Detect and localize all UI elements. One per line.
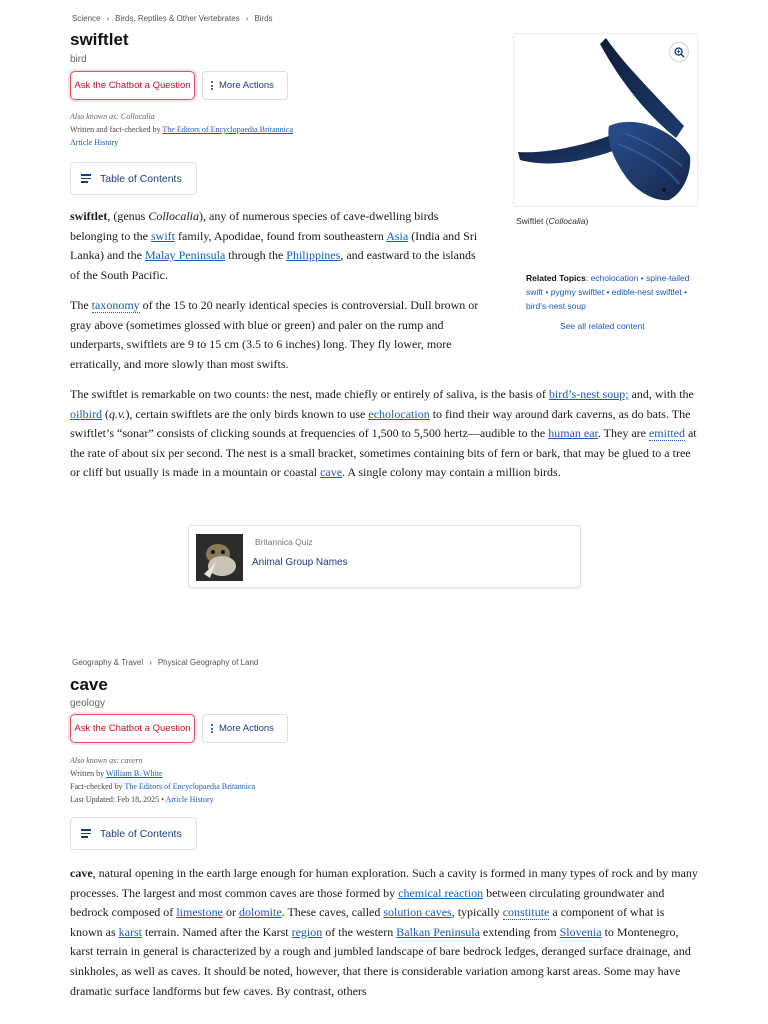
table-of-contents-button[interactable] [70, 817, 197, 850]
kebab-icon [211, 724, 213, 733]
kebab-icon [211, 81, 213, 90]
swiftlet-image[interactable] [513, 33, 698, 207]
breadcrumb [72, 658, 258, 667]
written-by: Written by William B. White [70, 769, 163, 778]
article-paragraph-3: The swiftlet is remarkable on two counts: the nest, made chiefly or entirely of saliva, is the basis of bird’s-nest soup; and, with the oilbird (q.v.), certain swiftlets are the only birds known to use echolocation to find their way around dark caverns, as do bats. The swiftlet’s “sonar” consists of clicking sounds at frequencies of 1,500 to 5,500 hertz—audible to the human ear. They are emitted at the rate of about six per second. The nest is a small bracket, sometimes containing bits of fern or bark, that may be glued to a tree or cliff but usually is made in a mountain or coastal cave. A single colony may contain a million birds. [70, 387, 697, 480]
breadcrumb-item-geography[interactable]: Geography & Travel [72, 658, 144, 667]
ask-chatbot-button[interactable]: Ask the Chatbot a Question [70, 714, 195, 743]
list-icon [81, 829, 91, 838]
toc-label: Table of Contents [100, 827, 182, 840]
link-balkan-peninsula[interactable]: Balkan Peninsula [396, 924, 480, 939]
breadcrumb-item-physical-geography[interactable]: Physical Geography of Land [157, 658, 259, 667]
page-subtitle: geology [70, 698, 106, 709]
chevron-right-icon: › [149, 658, 152, 667]
quiz-label: Britannica Quiz [255, 537, 313, 547]
also-known-as: Also known as: Collocalia [70, 112, 155, 121]
link-chemical-reaction[interactable]: chemical reaction [398, 885, 484, 900]
also-known-as: Also known as: cavern [70, 756, 143, 765]
link-swift[interactable]: swift [151, 228, 175, 243]
link-cave[interactable]: cave [320, 465, 343, 480]
toc-label: Table of Contents [100, 172, 182, 185]
author-link[interactable]: The Editors of Encyclopaedia Britannica [162, 125, 293, 134]
link-philippines[interactable]: Philippines [286, 248, 341, 263]
related-topic-link[interactable]: bird’s-nest soup [526, 301, 586, 311]
chevron-right-icon: › [106, 14, 110, 23]
article-history-link[interactable]: Article History [165, 795, 214, 804]
fact-checker-link[interactable]: The Editors of Encyclopaedia Britannica [124, 782, 256, 791]
article-paragraph-1: cave, natural opening in the earth large enough for human exploration. Such a cavity is formed in many types of rock and by many processes. The largest and most common caves are those formed by chemical reaction between circulating groundwater and bedrock composed of limestone or dolomite. These caves, called solution caves, typically constitute a component of what is known as karst terrain. Named after the Karst region of the western Balkan Peninsula extending from Slovenia to Montenegro, karst terrain in general is characterized by a rough and jumbled landscape of bare bedrock ledges, deranged surface drainage, and sinkholes, as well as caves. It should be noted, however, that there is considerable variation among karst areas. Some may have dramatic surface landforms but few caves. By contrast, others [70, 866, 698, 998]
list-icon [81, 174, 91, 183]
page-title: swiftlet [70, 30, 129, 49]
magnify-icon[interactable] [669, 42, 689, 62]
link-slovenia[interactable]: Slovenia [559, 924, 602, 939]
link-human-ear[interactable]: human ear [548, 426, 598, 441]
link-asia[interactable]: Asia [386, 228, 409, 243]
breadcrumb-item-science[interactable]: Science [72, 14, 101, 23]
author-link[interactable]: William B. White [105, 769, 163, 778]
article-meta [70, 110, 293, 149]
quiz-title[interactable]: Animal Group Names [252, 557, 348, 568]
link-taxonomy[interactable]: taxonomy [91, 298, 140, 312]
chevron-right-icon: › [245, 14, 249, 23]
quiz-card[interactable] [188, 525, 581, 588]
link-oilbird[interactable]: oilbird [70, 406, 102, 421]
related-topic-link[interactable]: edible-nest swiftlet [611, 287, 682, 297]
more-actions-label: More Actions [219, 80, 274, 91]
related-topic-link[interactable]: spine-tailed swift [526, 273, 690, 297]
link-solution-caves[interactable]: solution caves [383, 905, 452, 920]
link-echolocation[interactable]: echolocation [368, 406, 430, 421]
breadcrumb-item-birds[interactable]: Birds [254, 14, 273, 23]
link-dolomite[interactable]: dolomite [238, 905, 282, 920]
more-actions-label: More Actions [219, 723, 274, 734]
article-history-link[interactable]: Article History [70, 138, 119, 147]
table-of-contents-button[interactable] [70, 162, 197, 195]
link-birds-nest-soup[interactable]: bird’s-nest soup; [548, 387, 629, 401]
fact-checked-by: Fact-checked by The Editors of Encyclopaedia Britannica [70, 782, 256, 791]
last-updated: Last Updated: Feb 18, 2025 • Article History [70, 795, 214, 804]
link-karst[interactable]: karst [118, 924, 142, 939]
page-title: cave [70, 675, 108, 694]
more-actions-button[interactable] [202, 71, 288, 100]
link-emitted[interactable]: emitted [648, 426, 685, 441]
breadcrumb [72, 14, 273, 23]
link-malay-peninsula[interactable]: Malay Peninsula [144, 248, 226, 263]
breadcrumb-item-vertebrates[interactable]: Birds, Reptiles & Other Vertebrates [115, 14, 240, 23]
more-actions-button[interactable] [202, 714, 288, 743]
ask-chatbot-button[interactable]: Ask the Chatbot a Question [70, 71, 195, 100]
link-constitute[interactable]: constitute [502, 905, 550, 920]
related-topic-link[interactable]: pygmy swiftlet [550, 287, 605, 297]
image-caption: Swiftlet (Collocalia) [516, 216, 589, 226]
swiftlet-illustration [514, 34, 698, 207]
related-topics: Related Topics: echolocation • spine-tailed swift • pygmy swiftlet • edible-nest swiftlet • bird’s-nest soup [526, 273, 690, 311]
article-meta [70, 754, 255, 806]
link-region[interactable]: region [291, 924, 323, 939]
related-topic-link[interactable]: echolocation [590, 273, 639, 283]
written-by: Written and fact-checked by The Editors of Encyclopaedia Britannica [70, 125, 293, 134]
article-paragraph-1: swiftlet, (genus Collocalia), any of numerous species of cave-dwelling birds belonging to the swift family, Apodidae, found from southeastern Asia (India and Sri Lanka) and the Malay Peninsula through the Philippines, and eastward to the islands of the South Pacific. [70, 209, 478, 282]
see-all-related-link[interactable]: See all related content [560, 321, 645, 331]
page-subtitle: bird [70, 54, 87, 65]
quiz-thumbnail [196, 534, 243, 581]
link-limestone[interactable]: limestone [176, 905, 223, 920]
article-paragraph-2: The taxonomy of the 15 to 20 nearly identical species is controversial. Dull brown or gray above (sometimes glossed with blue or green) and paler on the rump and underparts, swiftlets are 9 to 15 cm (3.5 to 6 inches) long. They fly lower, more erratically, and more slowly than most swifts. [70, 298, 479, 371]
